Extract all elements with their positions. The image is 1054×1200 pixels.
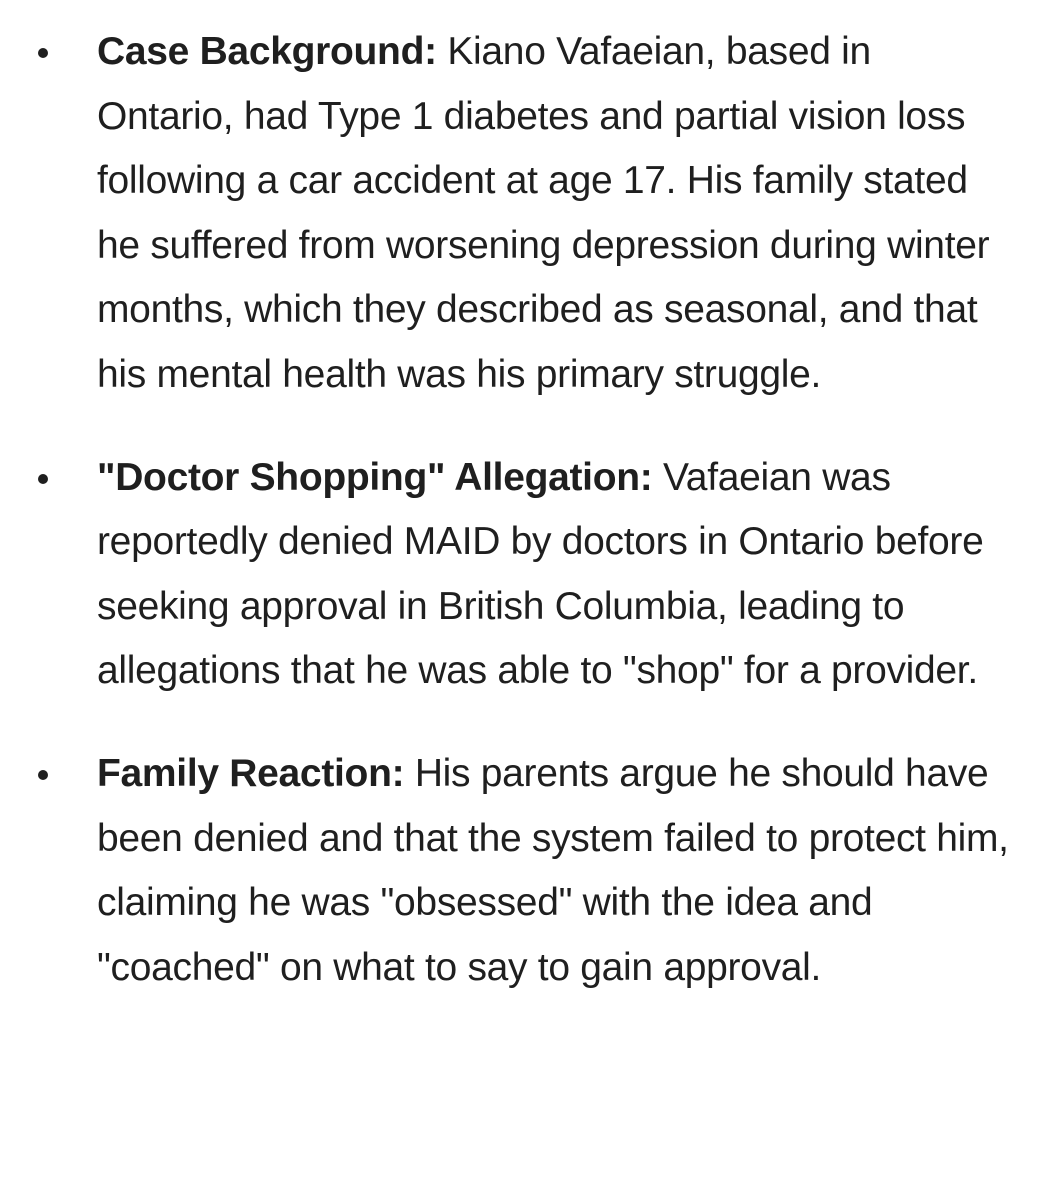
list-item-text: Kiano Vafaeian, based in Ontario, had Type 1 diabetes and partial vision loss following a car accident at age 17. His family stated he suffered from worsening depression during winter months, which they described as seasonal, and that his mental health was his primary struggle. [97, 30, 990, 396]
bullet-icon [38, 770, 48, 780]
list-item-title: Family Reaction: [97, 751, 405, 795]
list-item-title: "Doctor Shopping" Allegation: [97, 455, 653, 499]
bullet-icon [38, 48, 48, 58]
list-item-family-reaction [0, 742, 1054, 1000]
bullet-list [0, 20, 1054, 1038]
list-item-text: Vafaeian was reportedly denied MAID by doctors in Ontario before seeking approval in British Columbia, leading to allegations that he was able to "shop" for a provider. [97, 455, 984, 693]
list-item-doctor-shopping [0, 446, 1054, 704]
list-item-case-background [0, 20, 1054, 408]
list-item-title: Case Background: [97, 30, 437, 73]
bullet-icon [38, 474, 48, 484]
list-item-text: His parents argue he should have been denied and that the system failed to protect him, claiming he was "obsessed" with the idea and "coached" on what to say to gain approval. [97, 751, 1009, 989]
